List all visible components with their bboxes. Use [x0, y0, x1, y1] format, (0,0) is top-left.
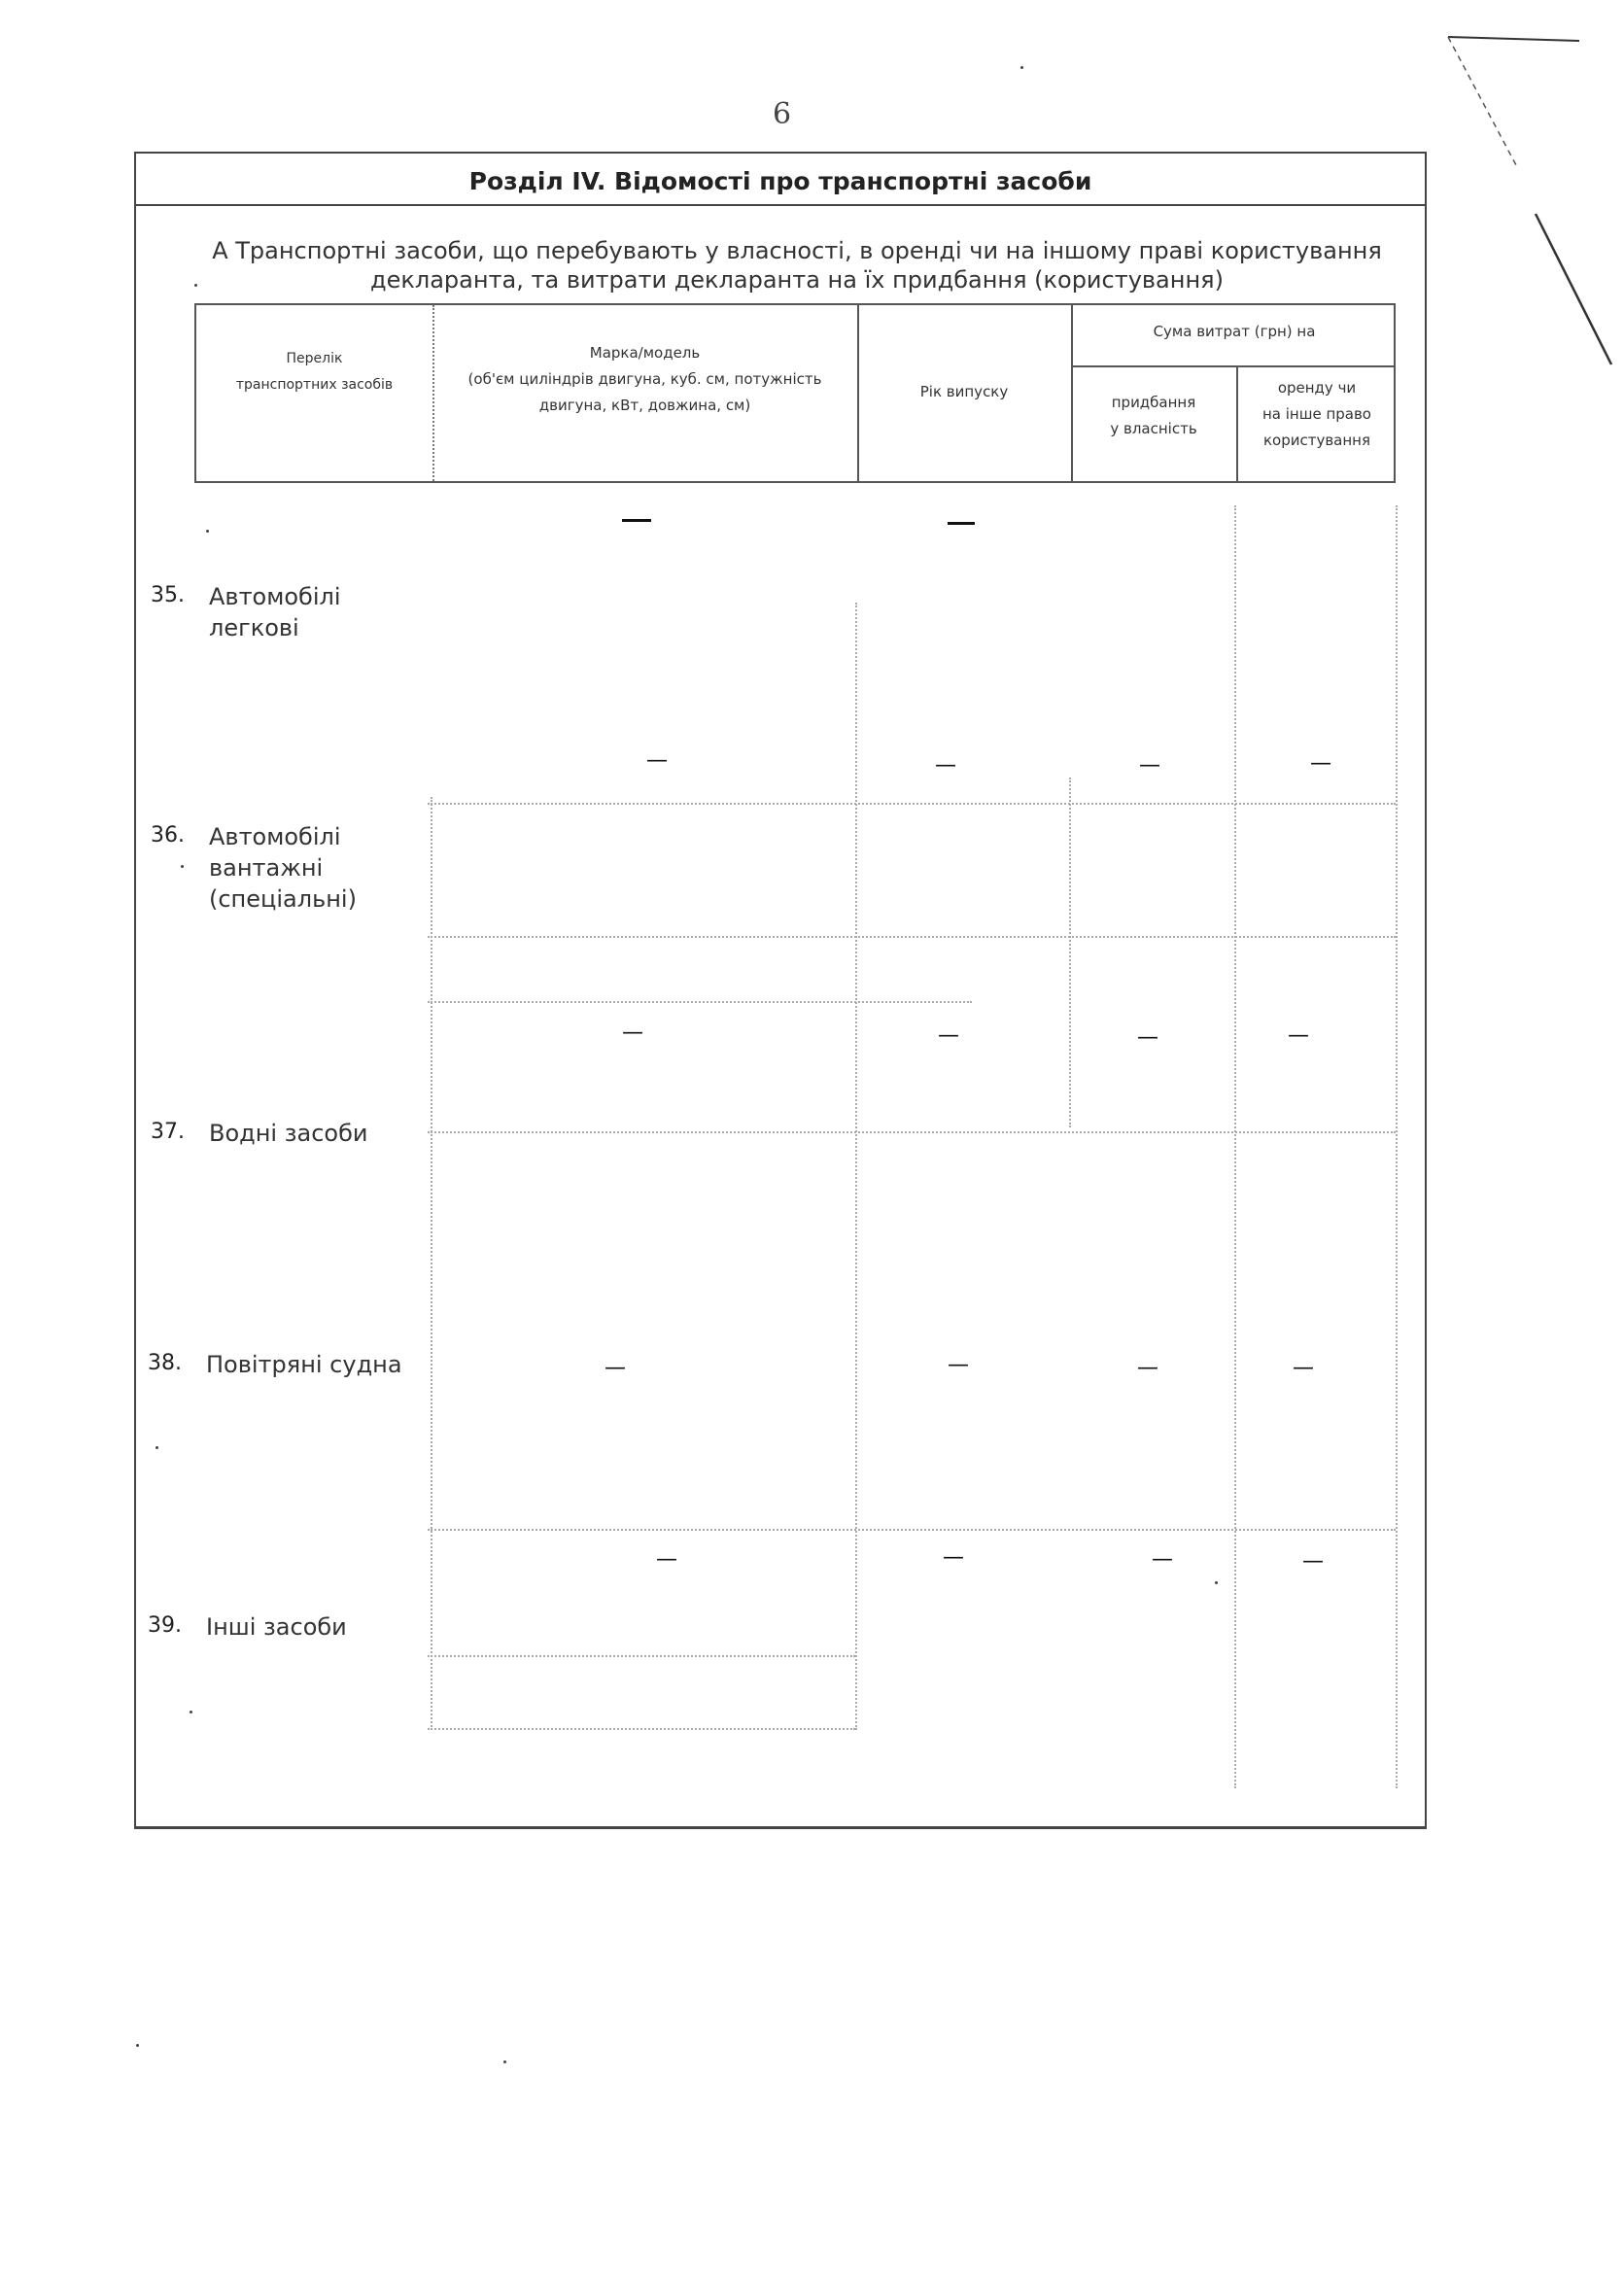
row-37-year-value: —: [948, 1353, 969, 1377]
page-number: 6: [773, 97, 792, 131]
row-label-other-vehicles: Інші засоби: [206, 1613, 347, 1641]
grid-row-line: [428, 1655, 855, 1657]
row-36-purchase-value: —: [1137, 1025, 1158, 1050]
col-header-make-model: Марка/модель (об'єм циліндрів двигуна, куб. см, потужність двигуна, кВт, довжина, см): [467, 344, 822, 414]
scan-speck: [206, 530, 209, 533]
subtitle-line-2: декларанта, та витрати декларанта на їх придбання (користування): [370, 266, 1224, 294]
header-group-divider: [1071, 365, 1394, 367]
row-label-aircraft: Повітряні судна: [206, 1351, 402, 1378]
row-35-make-value: —: [646, 748, 668, 773]
row-38-purchase-value: —: [1152, 1547, 1173, 1572]
scan-speck: [190, 1711, 192, 1713]
grid-row-line: [428, 1529, 1396, 1531]
row-number: 36.: [151, 823, 185, 848]
grid-column-line: [1396, 505, 1398, 1788]
section-title: Розділ IV. Відомості про транспортні засоби: [468, 167, 1092, 195]
grid-column-line: [1234, 505, 1236, 1788]
grid-row-line: [428, 1131, 1396, 1133]
grid-column-line: [855, 603, 857, 1730]
col-header-year: Рік випуску: [919, 383, 1009, 400]
row-38-year-value: —: [943, 1545, 964, 1570]
row-37-make-value: —: [605, 1356, 626, 1380]
row-37-rent-value: —: [1293, 1356, 1314, 1380]
row-38-rent-value: —: [1302, 1549, 1324, 1574]
row-number: 37.: [151, 1120, 185, 1144]
col-header-purchase: придбання у власність: [1110, 394, 1197, 437]
header-dash-mark: [622, 519, 651, 522]
grid-row-line: [428, 1001, 972, 1003]
row-number: 39.: [148, 1613, 182, 1638]
row-38-make-value: —: [656, 1547, 677, 1572]
scan-speck: [181, 865, 184, 868]
col-header-expense-group: Сума витрат (грн) на: [1153, 323, 1316, 340]
table-header: [194, 303, 1396, 483]
row-35-rent-value: —: [1310, 751, 1331, 776]
row-label-trucks: Автомобілі вантажні (спеціальні): [209, 823, 357, 913]
row-37-purchase-value: —: [1137, 1356, 1158, 1380]
header-dash-mark: [948, 522, 975, 525]
folded-corner-mark: [1438, 29, 1623, 379]
row-number: 35.: [151, 583, 185, 607]
col-header-transport-list: Перелік транспортних засобів: [235, 351, 394, 393]
section-subtitle: [209, 236, 1385, 294]
col-header-rent: оренду чи на інше право користування: [1261, 379, 1371, 449]
row-36-year-value: —: [938, 1023, 959, 1048]
scan-speck: [155, 1446, 158, 1449]
section-title-divider: [136, 204, 1425, 206]
row-36-make-value: —: [622, 1021, 643, 1045]
grid-row-line: [428, 803, 1396, 805]
scan-speck: [1215, 1581, 1218, 1584]
scan-speck: [1020, 66, 1023, 69]
row-label-cars: Автомобілі легкові: [209, 583, 341, 641]
scan-speck: [194, 284, 197, 287]
scan-speck: [136, 2044, 139, 2047]
row-35-purchase-value: —: [1139, 753, 1160, 778]
scan-speck: [503, 2060, 506, 2063]
grid-column-line: [1069, 778, 1071, 1127]
row-number: 38.: [148, 1351, 182, 1375]
subtitle-line-1: А Транспортні засоби, що перебувають у власності, в оренді чи на іншому праві користування: [212, 237, 1382, 264]
row-35-year-value: —: [935, 753, 956, 778]
row-label-water-vehicles: Водні засоби: [209, 1120, 368, 1147]
row-36-rent-value: —: [1288, 1023, 1309, 1048]
grid-row-line: [428, 1728, 855, 1730]
grid-row-line: [428, 936, 1396, 938]
